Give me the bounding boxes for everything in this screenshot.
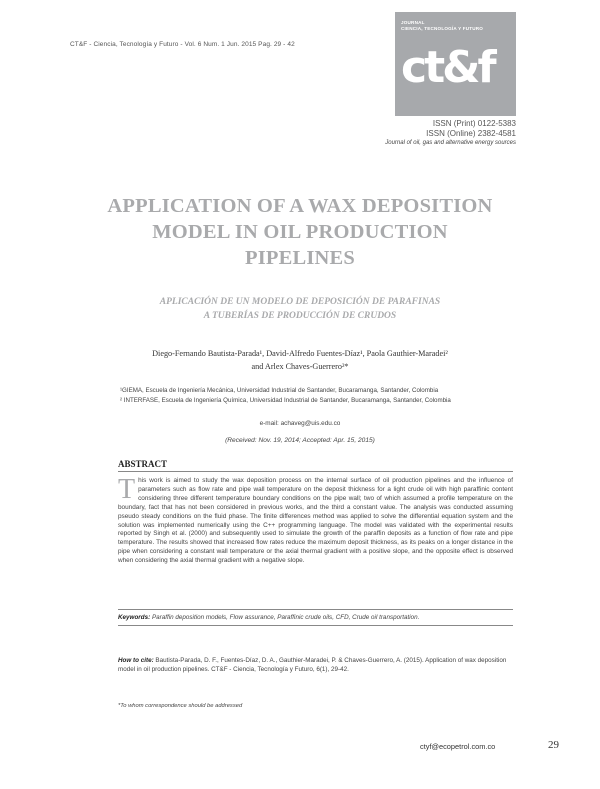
- title-line: APPLICATION OF A WAX DEPOSITION: [107, 195, 493, 217]
- authors-line: and Arlex Chaves-Guerrero²*: [251, 361, 349, 371]
- paper-subtitle: [80, 296, 520, 323]
- running-header: CT&F - Ciencia, Tecnología y Futuro - Vol. 6 Num. 1 Jun. 2015 Pag. 29 - 42: [70, 41, 295, 48]
- logo-line2: CIENCIA, TECNOLOGÍA Y FUTURO: [401, 25, 484, 31]
- page-number: 29: [548, 739, 559, 751]
- authors-line: Diego-Fernando Bautista-Parada¹, David-Alfredo Fuentes-Díaz¹, Paola Gauthier-Maradei²: [152, 349, 448, 358]
- contact-email[interactable]: e-mail: achaveg@uis.edu.co: [259, 420, 341, 427]
- issn-online: ISSN (Online) 2382-4581: [426, 129, 516, 138]
- keywords: [118, 614, 513, 621]
- logo-mark: ct&f: [401, 42, 494, 93]
- author-list: [100, 348, 500, 373]
- abstract-heading: ABSTRACT: [118, 459, 168, 469]
- received-dates: (Received: Nov. 19, 2014; Accepted: Apr. 15, 2015): [225, 437, 375, 444]
- title-line: MODEL IN OIL PRODUCTION: [152, 221, 448, 243]
- logo-line1: JOURNAL: [401, 20, 425, 25]
- keywords-label: Keywords:: [118, 614, 151, 621]
- subtitle-line: APLICACIÓN DE UN MODELO DE DEPOSICIÓN DE PARAFINAS: [159, 297, 441, 307]
- affiliations: [120, 386, 540, 405]
- cite-text: Bautista-Parada, D. F., Fuentes-Díaz, D. A., Gauthier-Maradei, P. & Chaves-Guerrero, A. (2015). Application of wax deposition model in oil production pipelines. CT&F - Ciencia, Tecnología y Futuro, 6(1), 29-42.: [118, 657, 507, 674]
- journal-tagline: Journal of oil, gas and alternative energy sources: [385, 140, 516, 146]
- title-line: PIPELINES: [244, 247, 356, 269]
- paper-title: [60, 193, 540, 271]
- abstract-top-rule: [118, 471, 513, 472]
- footer-email-link[interactable]: ctyf@ecopetrol.com.co: [420, 742, 496, 751]
- citation: [118, 656, 513, 674]
- issn-print: ISSN (Print) 0122-5383: [432, 119, 516, 128]
- correspondence-footnote: *To whom correspondence should be addressed: [118, 703, 243, 709]
- logo-caption: [401, 20, 483, 31]
- abstract-body: [118, 474, 513, 566]
- cite-label: How to cite:: [118, 657, 154, 664]
- subtitle-line: A TUBERÍAS DE PRODUCCIÓN DE CRUDOS: [203, 310, 397, 321]
- keywords-bottom-rule: [118, 625, 513, 626]
- journal-logo: [395, 12, 516, 116]
- keywords-top-rule: [118, 609, 513, 610]
- affiliation-1: ¹GIEMA, Escuela de Ingeniería Mecánica, Universidad Industrial de Santander, Bucaramanga, Santander, Colombia: [120, 387, 439, 394]
- keywords-text: Paraffin deposition models, Flow assurance, Paraffinic crude oils, CFD, Crude oil transportation.: [150, 614, 420, 621]
- affiliation-2: ² INTERFASE, Escuela de Ingeniería Química, Universidad Industrial de Santander, Bucaramanga, Santander, Colombia: [120, 396, 451, 404]
- drop-cap: T: [118, 474, 136, 505]
- abstract-text: his work is aimed to study the wax deposition process on the internal surface of oil production pipelines and the influence of parameters such as flow rate and pipe wall temperature on the deposit thickness for a light crude oil with high paraffinic content considering three different temperature boundary conditions on the pipe wall; two of which assumed a profile temperature on the boundary, fact that has not been considered in previous works, and the third a constant value. The analysis was conducted assuming pseudo steady conditions on the fluid phase. The finite differences method was applied to solve the differential equation system and the solution was implemented numerically using the C++ programming language. The model was validated with the experimental results reported by Singh et al. (2000) and subsequently used to simulate the growth of the paraffin deposits as a function of flow rate and pipe temperature. The results showed that increased flow rates reduce the maximum deposit thickness, as its peaks on a longer distance in the pipe when considering a constant wall temperature or the axial thermal gradient with a positive slope, and the opposite effect is observed when considering the axial thermal gradient with a negative slope.: [118, 477, 513, 565]
